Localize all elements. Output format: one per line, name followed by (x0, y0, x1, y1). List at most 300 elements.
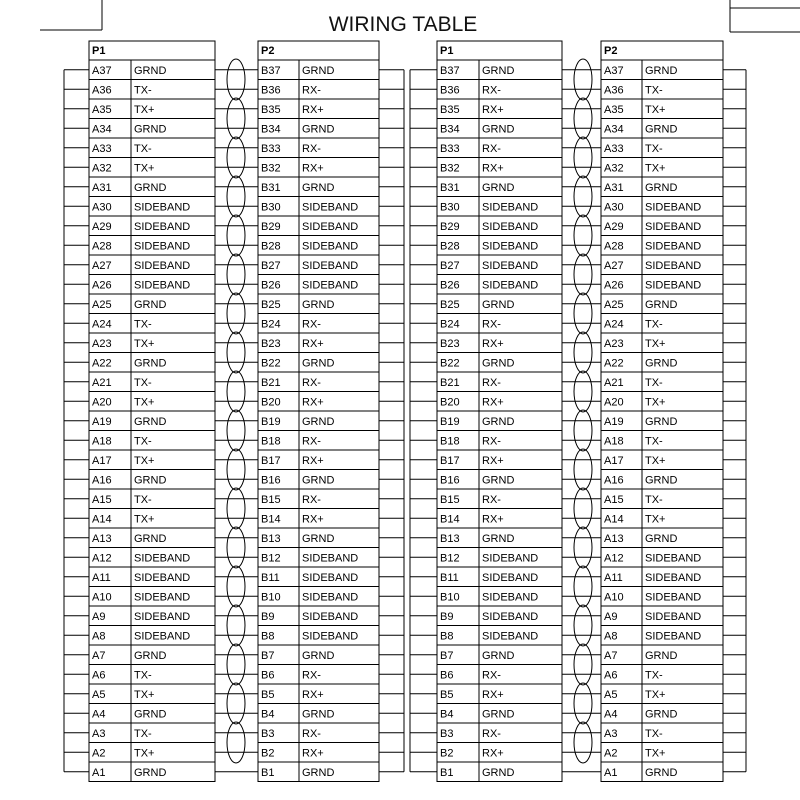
signal-cell: SIDEBAND (482, 220, 539, 233)
pin-cell: A33 (604, 142, 624, 155)
pin-cell: A3 (92, 727, 106, 740)
signal-cell: RX- (302, 493, 321, 506)
pin-cell: B17 (261, 454, 281, 467)
twisted-pair-marker (227, 59, 245, 100)
signal-cell: SIDEBAND (302, 591, 359, 604)
signal-cell: SIDEBAND (134, 610, 191, 623)
twisted-pair-marker (574, 488, 592, 529)
signal-cell: TX+ (134, 688, 155, 701)
twisted-pair-marker (227, 566, 245, 607)
pin-cell: B21 (261, 376, 281, 389)
pin-cell: A11 (92, 571, 111, 584)
pin-cell: B31 (440, 181, 460, 194)
signal-cell: SIDEBAND (645, 630, 702, 643)
signal-cell: RX- (302, 435, 321, 448)
pin-cell: A10 (604, 591, 624, 604)
pin-cell: A28 (604, 240, 624, 253)
pin-cell: A25 (604, 298, 624, 311)
pin-cell: A4 (92, 708, 106, 721)
signal-cell: TX+ (134, 513, 155, 526)
signal-cell: SIDEBAND (482, 240, 539, 253)
pin-cell: A15 (92, 493, 112, 506)
pin-cell: B20 (261, 396, 281, 409)
signal-cell: SIDEBAND (482, 610, 539, 623)
signal-cell: TX+ (134, 396, 155, 409)
signal-cell: GRND (302, 649, 335, 662)
signal-cell: GRND (645, 181, 678, 194)
signal-cell: GRND (302, 766, 335, 779)
pin-cell: A9 (92, 610, 106, 623)
pin-cell: B29 (261, 220, 281, 233)
pin-cell: B31 (261, 181, 281, 194)
signal-cell: GRND (645, 649, 678, 662)
twisted-pair-marker (227, 332, 245, 373)
pin-cell: A32 (92, 162, 112, 175)
signal-cell: RX+ (482, 688, 504, 701)
signal-cell: TX- (134, 142, 152, 155)
pin-cell: A32 (604, 162, 624, 175)
pin-cell: B12 (261, 552, 281, 565)
signal-cell: RX- (302, 142, 321, 155)
pin-cell: A30 (92, 201, 112, 214)
signal-cell: SIDEBAND (302, 630, 359, 643)
pin-cell: A7 (92, 649, 106, 662)
signal-cell: GRND (134, 64, 167, 77)
signal-cell: TX- (645, 142, 663, 155)
twisted-pair-marker (574, 98, 592, 139)
signal-cell: RX+ (482, 103, 504, 116)
twisted-pair-marker (227, 254, 245, 295)
pin-cell: A24 (604, 318, 624, 331)
signal-cell: GRND (302, 357, 335, 370)
signal-cell: RX+ (302, 513, 324, 526)
twisted-pair-marker (574, 527, 592, 568)
pin-cell: B36 (440, 84, 460, 97)
pin-cell: B21 (440, 376, 460, 389)
pin-cell: B23 (440, 337, 460, 350)
pin-cell: B28 (261, 240, 281, 253)
pin-cell: B26 (440, 279, 460, 292)
pin-cell: B20 (440, 396, 460, 409)
twisted-pair-marker (574, 59, 592, 100)
pin-cell: B7 (261, 649, 275, 662)
signal-cell: SIDEBAND (134, 279, 191, 292)
pin-cell: B37 (440, 64, 460, 77)
pin-cell: B17 (440, 454, 460, 467)
signal-cell: TX+ (645, 454, 666, 467)
signal-cell: RX+ (482, 396, 504, 409)
pin-cell: B27 (261, 259, 281, 272)
pin-cell: A13 (604, 532, 624, 545)
pin-cell: A7 (604, 649, 618, 662)
signal-cell: RX- (302, 318, 321, 331)
signal-cell: GRND (482, 649, 515, 662)
pin-cell: A14 (92, 513, 112, 526)
signal-cell: SIDEBAND (302, 571, 359, 584)
signal-cell: GRND (302, 298, 335, 311)
signal-cell: RX- (302, 84, 321, 97)
pin-cell: B33 (261, 142, 281, 155)
signal-cell: TX- (134, 727, 152, 740)
pin-cell: A1 (92, 766, 106, 779)
signal-cell: TX- (645, 727, 663, 740)
signal-cell: RX+ (302, 162, 324, 175)
signal-cell: TX+ (134, 162, 155, 175)
pin-cell: A8 (604, 630, 618, 643)
pin-cell: A18 (92, 435, 112, 448)
signal-cell: GRND (302, 474, 335, 487)
pin-cell: B11 (440, 571, 459, 584)
signal-cell: RX+ (482, 747, 504, 760)
signal-cell: GRND (134, 766, 167, 779)
pin-cell: A17 (604, 454, 624, 467)
signal-cell: SIDEBAND (482, 552, 539, 565)
pin-cell: B16 (440, 474, 460, 487)
pin-cell: B11 (261, 571, 280, 584)
pin-cell: A8 (92, 630, 106, 643)
signal-cell: GRND (134, 649, 167, 662)
twisted-pair-marker (574, 410, 592, 451)
pin-cell: A28 (92, 240, 112, 253)
pin-cell: A29 (604, 220, 624, 233)
pin-cell: B37 (261, 64, 281, 77)
table-header: P2 (261, 45, 275, 57)
signal-cell: GRND (134, 532, 167, 545)
twisted-pair-marker (227, 449, 245, 490)
pin-cell: A17 (92, 454, 112, 467)
twisted-pair-marker (574, 605, 592, 646)
pin-cell: B18 (440, 435, 460, 448)
twisted-pair-marker (227, 488, 245, 529)
pin-cell: A15 (604, 493, 624, 506)
pin-cell: A9 (604, 610, 618, 623)
signal-cell: TX- (134, 669, 152, 682)
pin-cell: B9 (261, 610, 275, 623)
pin-cell: A35 (92, 103, 112, 116)
pin-cell: A14 (604, 513, 624, 526)
signal-cell: TX+ (645, 103, 666, 116)
twisted-pair-marker (574, 254, 592, 295)
twisted-pair-marker (574, 371, 592, 412)
signal-cell: GRND (482, 298, 515, 311)
pin-cell: A37 (92, 64, 112, 77)
pin-cell: B10 (261, 591, 281, 604)
signal-cell: GRND (302, 532, 335, 545)
signal-cell: SIDEBAND (134, 571, 191, 584)
twisted-pair-marker (227, 137, 245, 178)
pin-cell: A21 (92, 376, 112, 389)
pin-cell: B33 (440, 142, 460, 155)
pin-cell: B4 (261, 708, 275, 721)
pin-cell: B25 (440, 298, 460, 311)
pin-cell: B24 (261, 318, 281, 331)
signal-cell: RX+ (482, 162, 504, 175)
signal-cell: GRND (134, 474, 167, 487)
signal-cell: GRND (482, 532, 515, 545)
pin-cell: B24 (440, 318, 460, 331)
pin-cell: A31 (604, 181, 624, 194)
signal-cell: RX+ (482, 454, 504, 467)
twisted-pair-marker (227, 98, 245, 139)
signal-cell: SIDEBAND (482, 591, 539, 604)
pin-cell: B18 (261, 435, 281, 448)
signal-cell: GRND (482, 708, 515, 721)
twisted-pair-marker (574, 644, 592, 685)
twisted-pair-marker (227, 527, 245, 568)
signal-cell: GRND (645, 532, 678, 545)
twisted-pair-marker (574, 722, 592, 763)
signal-cell: GRND (302, 708, 335, 721)
pin-cell: B5 (261, 688, 275, 701)
pin-cell: B32 (440, 162, 460, 175)
signal-cell: TX+ (645, 747, 666, 760)
pin-cell: B35 (440, 103, 460, 116)
signal-cell: GRND (482, 123, 515, 136)
signal-cell: RX+ (302, 337, 324, 350)
pin-cell: B1 (440, 766, 454, 779)
signal-cell: RX- (482, 376, 501, 389)
pin-cell: A16 (92, 474, 112, 487)
pin-cell: A11 (604, 571, 623, 584)
pin-cell: B2 (440, 747, 454, 760)
signal-cell: TX- (645, 318, 663, 331)
signal-cell: RX+ (302, 396, 324, 409)
signal-cell: TX- (645, 669, 663, 682)
signal-cell: RX- (482, 435, 501, 448)
signal-cell: GRND (645, 708, 678, 721)
pin-cell: B8 (440, 630, 454, 643)
signal-cell: RX+ (482, 337, 504, 350)
pin-cell: A22 (92, 357, 112, 370)
twisted-pair-marker (227, 215, 245, 256)
signal-cell: GRND (302, 123, 335, 136)
twisted-pair-marker (227, 371, 245, 412)
pin-cell: A5 (604, 688, 618, 701)
signal-cell: GRND (645, 123, 678, 136)
signal-cell: SIDEBAND (302, 552, 359, 565)
pin-cell: A3 (604, 727, 618, 740)
pin-cell: B14 (440, 513, 460, 526)
signal-cell: GRND (645, 64, 678, 77)
pin-cell: A20 (604, 396, 624, 409)
connector-table-1 (89, 41, 215, 782)
signal-cell: SIDEBAND (645, 220, 702, 233)
signal-cell: TX- (134, 435, 152, 448)
table-header: P1 (92, 45, 106, 57)
signal-cell: RX- (302, 669, 321, 682)
pin-cell: A2 (604, 747, 618, 760)
pin-cell: B7 (440, 649, 454, 662)
pin-cell: A13 (92, 532, 112, 545)
pin-cell: A1 (604, 766, 618, 779)
pin-cell: A24 (92, 318, 112, 331)
pin-cell: B27 (440, 259, 460, 272)
pin-cell: A27 (604, 259, 624, 272)
signal-cell: RX- (302, 727, 321, 740)
pin-cell: B29 (440, 220, 460, 233)
pin-cell: B23 (261, 337, 281, 350)
pin-cell: A16 (604, 474, 624, 487)
connector-table-2 (258, 41, 379, 782)
table-header: P2 (604, 45, 618, 57)
pin-cell: A36 (604, 84, 624, 97)
pin-cell: B19 (440, 415, 460, 428)
pin-cell: A26 (92, 279, 112, 292)
signal-cell: RX- (482, 727, 501, 740)
signal-cell: SIDEBAND (302, 610, 359, 623)
signal-cell: RX- (482, 142, 501, 155)
signal-cell: GRND (645, 766, 678, 779)
pin-cell: A19 (604, 415, 624, 428)
signal-cell: GRND (482, 474, 515, 487)
pin-cell: B3 (440, 727, 454, 740)
signal-cell: RX+ (302, 103, 324, 116)
signal-cell: RX- (482, 84, 501, 97)
pin-cell: A36 (92, 84, 112, 97)
pin-cell: B34 (261, 123, 281, 136)
pin-cell: A18 (604, 435, 624, 448)
pin-cell: B35 (261, 103, 281, 116)
pin-cell: B22 (261, 357, 281, 370)
twisted-pair-marker (227, 644, 245, 685)
signal-cell: GRND (134, 181, 167, 194)
signal-cell: GRND (302, 64, 335, 77)
pin-cell: B32 (261, 162, 281, 175)
twisted-pair-marker (227, 683, 245, 724)
signal-cell: RX- (482, 493, 501, 506)
pin-cell: B28 (440, 240, 460, 253)
pin-cell: B1 (261, 766, 275, 779)
signal-cell: SIDEBAND (645, 201, 702, 214)
pin-cell: A22 (604, 357, 624, 370)
signal-cell: TX- (134, 376, 152, 389)
pin-cell: A20 (92, 396, 112, 409)
pin-cell: B26 (261, 279, 281, 292)
signal-cell: SIDEBAND (134, 630, 191, 643)
signal-cell: GRND (134, 298, 167, 311)
pin-cell: B13 (440, 532, 460, 545)
pin-cell: A33 (92, 142, 112, 155)
pin-cell: B15 (440, 493, 460, 506)
twisted-pair-marker (227, 410, 245, 451)
signal-cell: SIDEBAND (302, 240, 359, 253)
signal-cell: GRND (645, 415, 678, 428)
twisted-pair-marker (574, 215, 592, 256)
pin-cell: A35 (604, 103, 624, 116)
pin-cell: B6 (440, 669, 454, 682)
pin-cell: B36 (261, 84, 281, 97)
pin-cell: B4 (440, 708, 454, 721)
pin-cell: B14 (261, 513, 281, 526)
pin-cell: B22 (440, 357, 460, 370)
pin-cell: A2 (92, 747, 106, 760)
signal-cell: TX+ (134, 747, 155, 760)
signal-cell: TX+ (134, 454, 155, 467)
signal-cell: SIDEBAND (134, 259, 191, 272)
signal-cell: TX+ (134, 337, 155, 350)
signal-cell: SIDEBAND (645, 552, 702, 565)
pin-cell: A4 (604, 708, 618, 721)
signal-cell: TX- (134, 84, 152, 97)
pin-cell: A23 (92, 337, 112, 350)
frame-corner-left (40, 0, 102, 30)
diagram-title: WIRING TABLE (328, 13, 478, 36)
pin-cell: B9 (440, 610, 454, 623)
pin-cell: B30 (440, 201, 460, 214)
pin-cell: A29 (92, 220, 112, 233)
signal-cell: TX+ (645, 337, 666, 350)
connector-tables (89, 41, 723, 782)
signal-cell: RX+ (302, 454, 324, 467)
signal-cell: TX- (645, 84, 663, 97)
twisted-pair-marker (574, 566, 592, 607)
pin-cell: B6 (261, 669, 275, 682)
pin-cell: B25 (261, 298, 281, 311)
signal-cell: SIDEBAND (134, 201, 191, 214)
pin-cell: A34 (604, 123, 624, 136)
signal-cell: SIDEBAND (482, 259, 539, 272)
signal-cell: RX- (302, 376, 321, 389)
pin-cell: A12 (92, 552, 112, 565)
pin-cell: A25 (92, 298, 112, 311)
signal-cell: GRND (645, 298, 678, 311)
signal-cell: RX- (482, 669, 501, 682)
pin-cell: B13 (261, 532, 281, 545)
signal-cell: SIDEBAND (302, 279, 359, 292)
pin-cell: B30 (261, 201, 281, 214)
connector-table-3 (437, 41, 562, 782)
pin-cell: A6 (604, 669, 618, 682)
signal-cell: TX+ (645, 513, 666, 526)
pin-cell: A23 (604, 337, 624, 350)
signal-cell: SIDEBAND (645, 591, 702, 604)
pin-cell: A37 (604, 64, 624, 77)
signal-cell: SIDEBAND (645, 259, 702, 272)
signal-cell: SIDEBAND (482, 630, 539, 643)
signal-cell: GRND (482, 357, 515, 370)
signal-cell: GRND (134, 123, 167, 136)
signal-cell: SIDEBAND (645, 279, 702, 292)
signal-cell: GRND (482, 415, 515, 428)
signal-cell: SIDEBAND (645, 240, 702, 253)
twisted-pair-marker (574, 176, 592, 217)
signal-cell: TX- (645, 493, 663, 506)
pin-cell: B12 (440, 552, 460, 565)
signal-cell: GRND (302, 181, 335, 194)
signal-cell: SIDEBAND (482, 571, 539, 584)
pin-cell: B2 (261, 747, 275, 760)
signal-cell: GRND (302, 415, 335, 428)
signal-cell: RX+ (302, 688, 324, 701)
signal-cell: SIDEBAND (645, 571, 702, 584)
twisted-pair-marker (574, 293, 592, 334)
pin-cell: A34 (92, 123, 112, 136)
signal-cell: TX- (134, 493, 152, 506)
pin-cell: B15 (261, 493, 281, 506)
connector-table-4 (601, 41, 723, 782)
pin-cell: A12 (604, 552, 624, 565)
signal-cell: TX+ (645, 162, 666, 175)
signal-cell: SIDEBAND (645, 610, 702, 623)
signal-cell: TX- (134, 318, 152, 331)
pin-cell: B16 (261, 474, 281, 487)
signal-cell: SIDEBAND (134, 240, 191, 253)
signal-cell: GRND (134, 708, 167, 721)
pin-cell: B5 (440, 688, 454, 701)
signal-cell: RX+ (302, 747, 324, 760)
pin-cell: B3 (261, 727, 275, 740)
signal-cell: SIDEBAND (134, 552, 191, 565)
